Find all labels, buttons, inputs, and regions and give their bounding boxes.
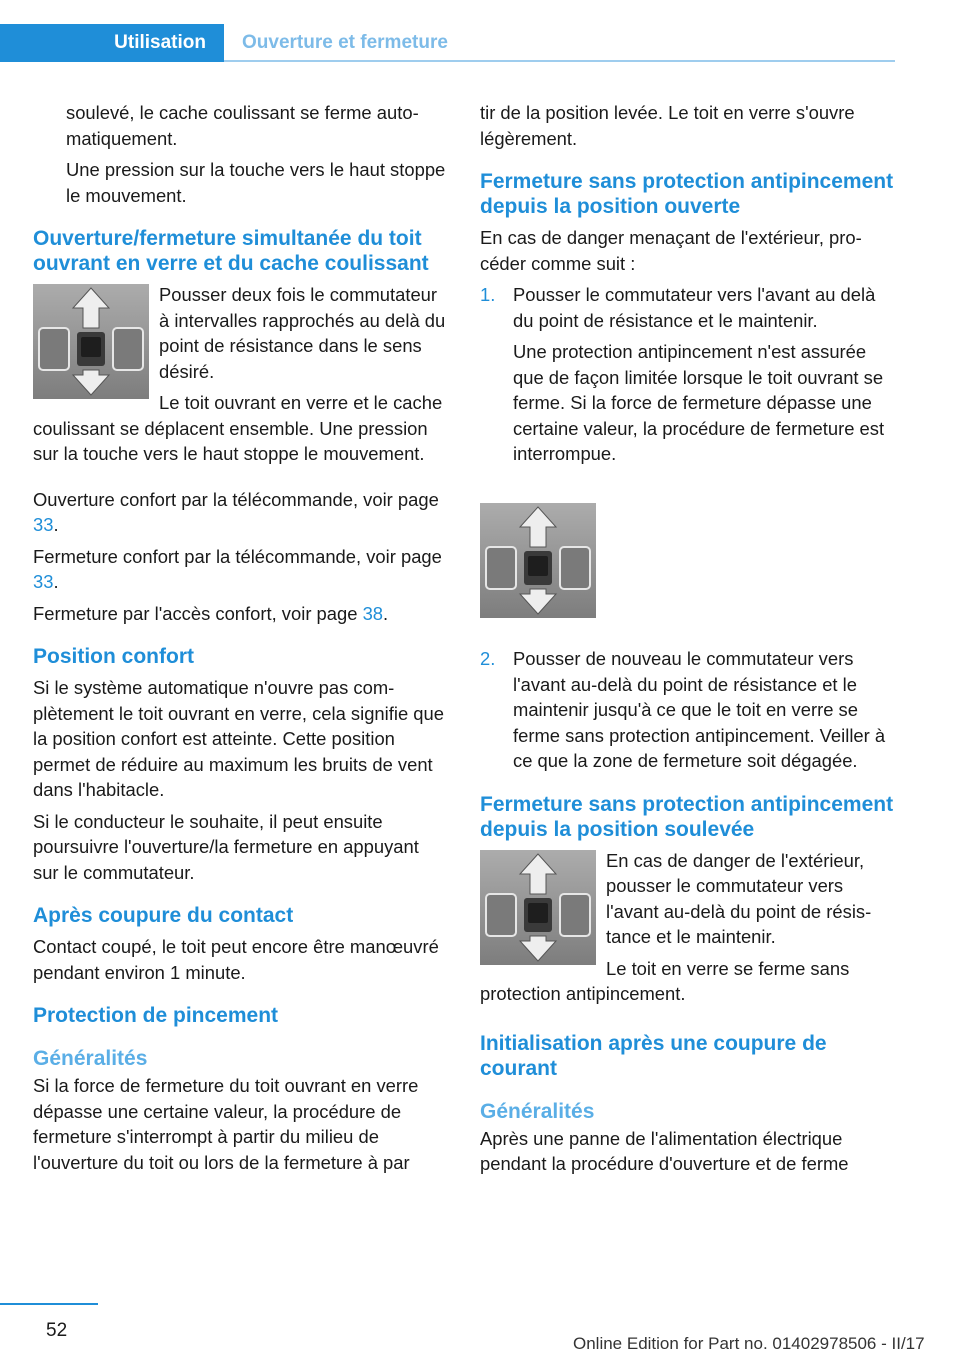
paragraph: tir de la position levée. Le toit en verre s'ouvre légèrement. bbox=[480, 102, 855, 149]
section-tab[interactable] bbox=[0, 24, 224, 62]
heading-ouverte: Fermeture sans protection antipincement depuis la position ouverte bbox=[480, 170, 894, 218]
roof-switch-illustration bbox=[480, 503, 596, 618]
paragraph: Pousser le commutateur vers l'avant au delà du point de résistance et le maintenir. bbox=[513, 284, 876, 331]
paragraph: Si le conducteur le souhaite, il peut ensuite poursuivre l'ouverture/la fermeture en appuyant sur le commutateur. bbox=[33, 810, 419, 883]
steps-list bbox=[480, 282, 895, 467]
paragraph: Ouverture confort par la télécommande, voir page 33. bbox=[33, 488, 439, 535]
page-number: 52 bbox=[46, 1320, 68, 1341]
paragraph: Pousser deux fois le commutateur à intervalles rapprochés au delà du point de résistance dans le sens désiré. bbox=[159, 284, 446, 382]
paragraph: Une protection antipincement n'est assurée que de façon limitée lorsque le toit ouvrant se ferme. Si la force de fermeture dépasse une certaine valeur, la procédure de fermeture est interrompue. bbox=[513, 341, 885, 464]
roof-switch-illustration bbox=[480, 850, 596, 965]
page-header bbox=[0, 24, 895, 64]
page-link[interactable]: 38 bbox=[362, 602, 384, 624]
page-link[interactable]: 33 bbox=[33, 571, 54, 592]
heading-init: Initialisation après une coupure de courant bbox=[480, 1031, 827, 1080]
paragraph: En cas de danger menaçant de l'extérieur, procéder comme suit : bbox=[480, 227, 862, 274]
heading-generalites: Généralités bbox=[480, 1099, 595, 1123]
steps-list bbox=[480, 646, 895, 774]
heading-protection: Protection de pincement bbox=[33, 1004, 279, 1027]
heading-apres: Après coupure du contact bbox=[33, 904, 294, 927]
paragraph: Le toit en verre se ferme sans protection antipincement. bbox=[480, 957, 850, 1004]
list-item bbox=[480, 282, 895, 467]
paragraph: Le toit ouvrant en verre et le cache coulissant se déplacent ensemble. Une pression sur la touche vers le haut stoppe le mouvement. bbox=[33, 392, 443, 464]
paragraph: Fermeture confort par la télécommande, voir page 33. bbox=[33, 545, 442, 592]
roof-switch-illustration bbox=[33, 284, 149, 399]
paragraph: Fermeture par l'accès confort, voir page 38. bbox=[33, 602, 389, 624]
heading-soulevee: Fermeture sans protection antipincement depuis la position soulevée bbox=[480, 792, 894, 841]
text: Ouverture confort par la télécommande, voir page bbox=[33, 488, 439, 510]
heading-simultane: Ouverture/fermeture simultanée du toit ouvrant en verre et du cache coulissant bbox=[33, 227, 429, 275]
chapter-tab-label: Ouverture et fermeture bbox=[242, 32, 448, 53]
heading-generalites: Généralités bbox=[33, 1047, 148, 1070]
section-tab-label: Utilisation bbox=[114, 32, 206, 53]
edition-text: Online Edition for Part no. 01402978506 - II/17 bbox=[573, 1334, 925, 1353]
header-rule bbox=[224, 60, 895, 62]
text: Fermeture par l'accès confort, voir page bbox=[33, 602, 363, 624]
paragraph: Contact coupé, le toit peut encore être manœuvré pendant environ 1 minute. bbox=[33, 936, 439, 983]
paragraph: Après une panne de l'alimentation électrique pendant la procédure d'ouverture et de ferme bbox=[480, 1127, 849, 1174]
paragraph: Si le système automatique n'ouvre pas complètement le toit ouvrant en verre, cela signifie que la position confort est atteinte. Cette position permet de réduire au maximum les bruits de vent dans l'habitacle. bbox=[33, 677, 444, 800]
paragraph: Pousser de nouveau le commutateur vers l'avant au-delà du point de résistance et le maintenir jusqu'à ce que le toit en verre se ferme sans protection antipincement. Veiller à ce que la zone de fermeture soit dégagée. bbox=[513, 648, 886, 771]
paragraph: Une pression sur la touche vers le haut stoppe le mouvement. bbox=[66, 159, 446, 206]
right-column bbox=[480, 100, 895, 1183]
footer-rule bbox=[0, 1303, 98, 1305]
list-item bbox=[480, 646, 895, 774]
text: Fermeture confort par la télécommande, voir page bbox=[33, 545, 442, 567]
left-column bbox=[33, 100, 448, 1181]
step-number: 1. bbox=[480, 284, 496, 305]
heading-position: Position confort bbox=[33, 645, 194, 668]
chapter-tab[interactable] bbox=[242, 24, 448, 62]
paragraph: Si la force de fermeture du toit ouvrant en verre dépasse une certaine valeur, la procédure de fermeture s'interrompt à partir du milieu de l'ouverture du toit ou lors de la fermeture à par bbox=[33, 1075, 419, 1173]
page-link[interactable]: 33 bbox=[33, 514, 54, 535]
paragraph: En cas de danger de l'extérieur, pousser le commutateur vers l'avant au-delà du point de résistance et le maintenir. bbox=[606, 849, 872, 947]
paragraph: soulevé, le cache coulissant se ferme automatiquement. bbox=[66, 102, 419, 149]
step-number: 2. bbox=[480, 648, 496, 669]
